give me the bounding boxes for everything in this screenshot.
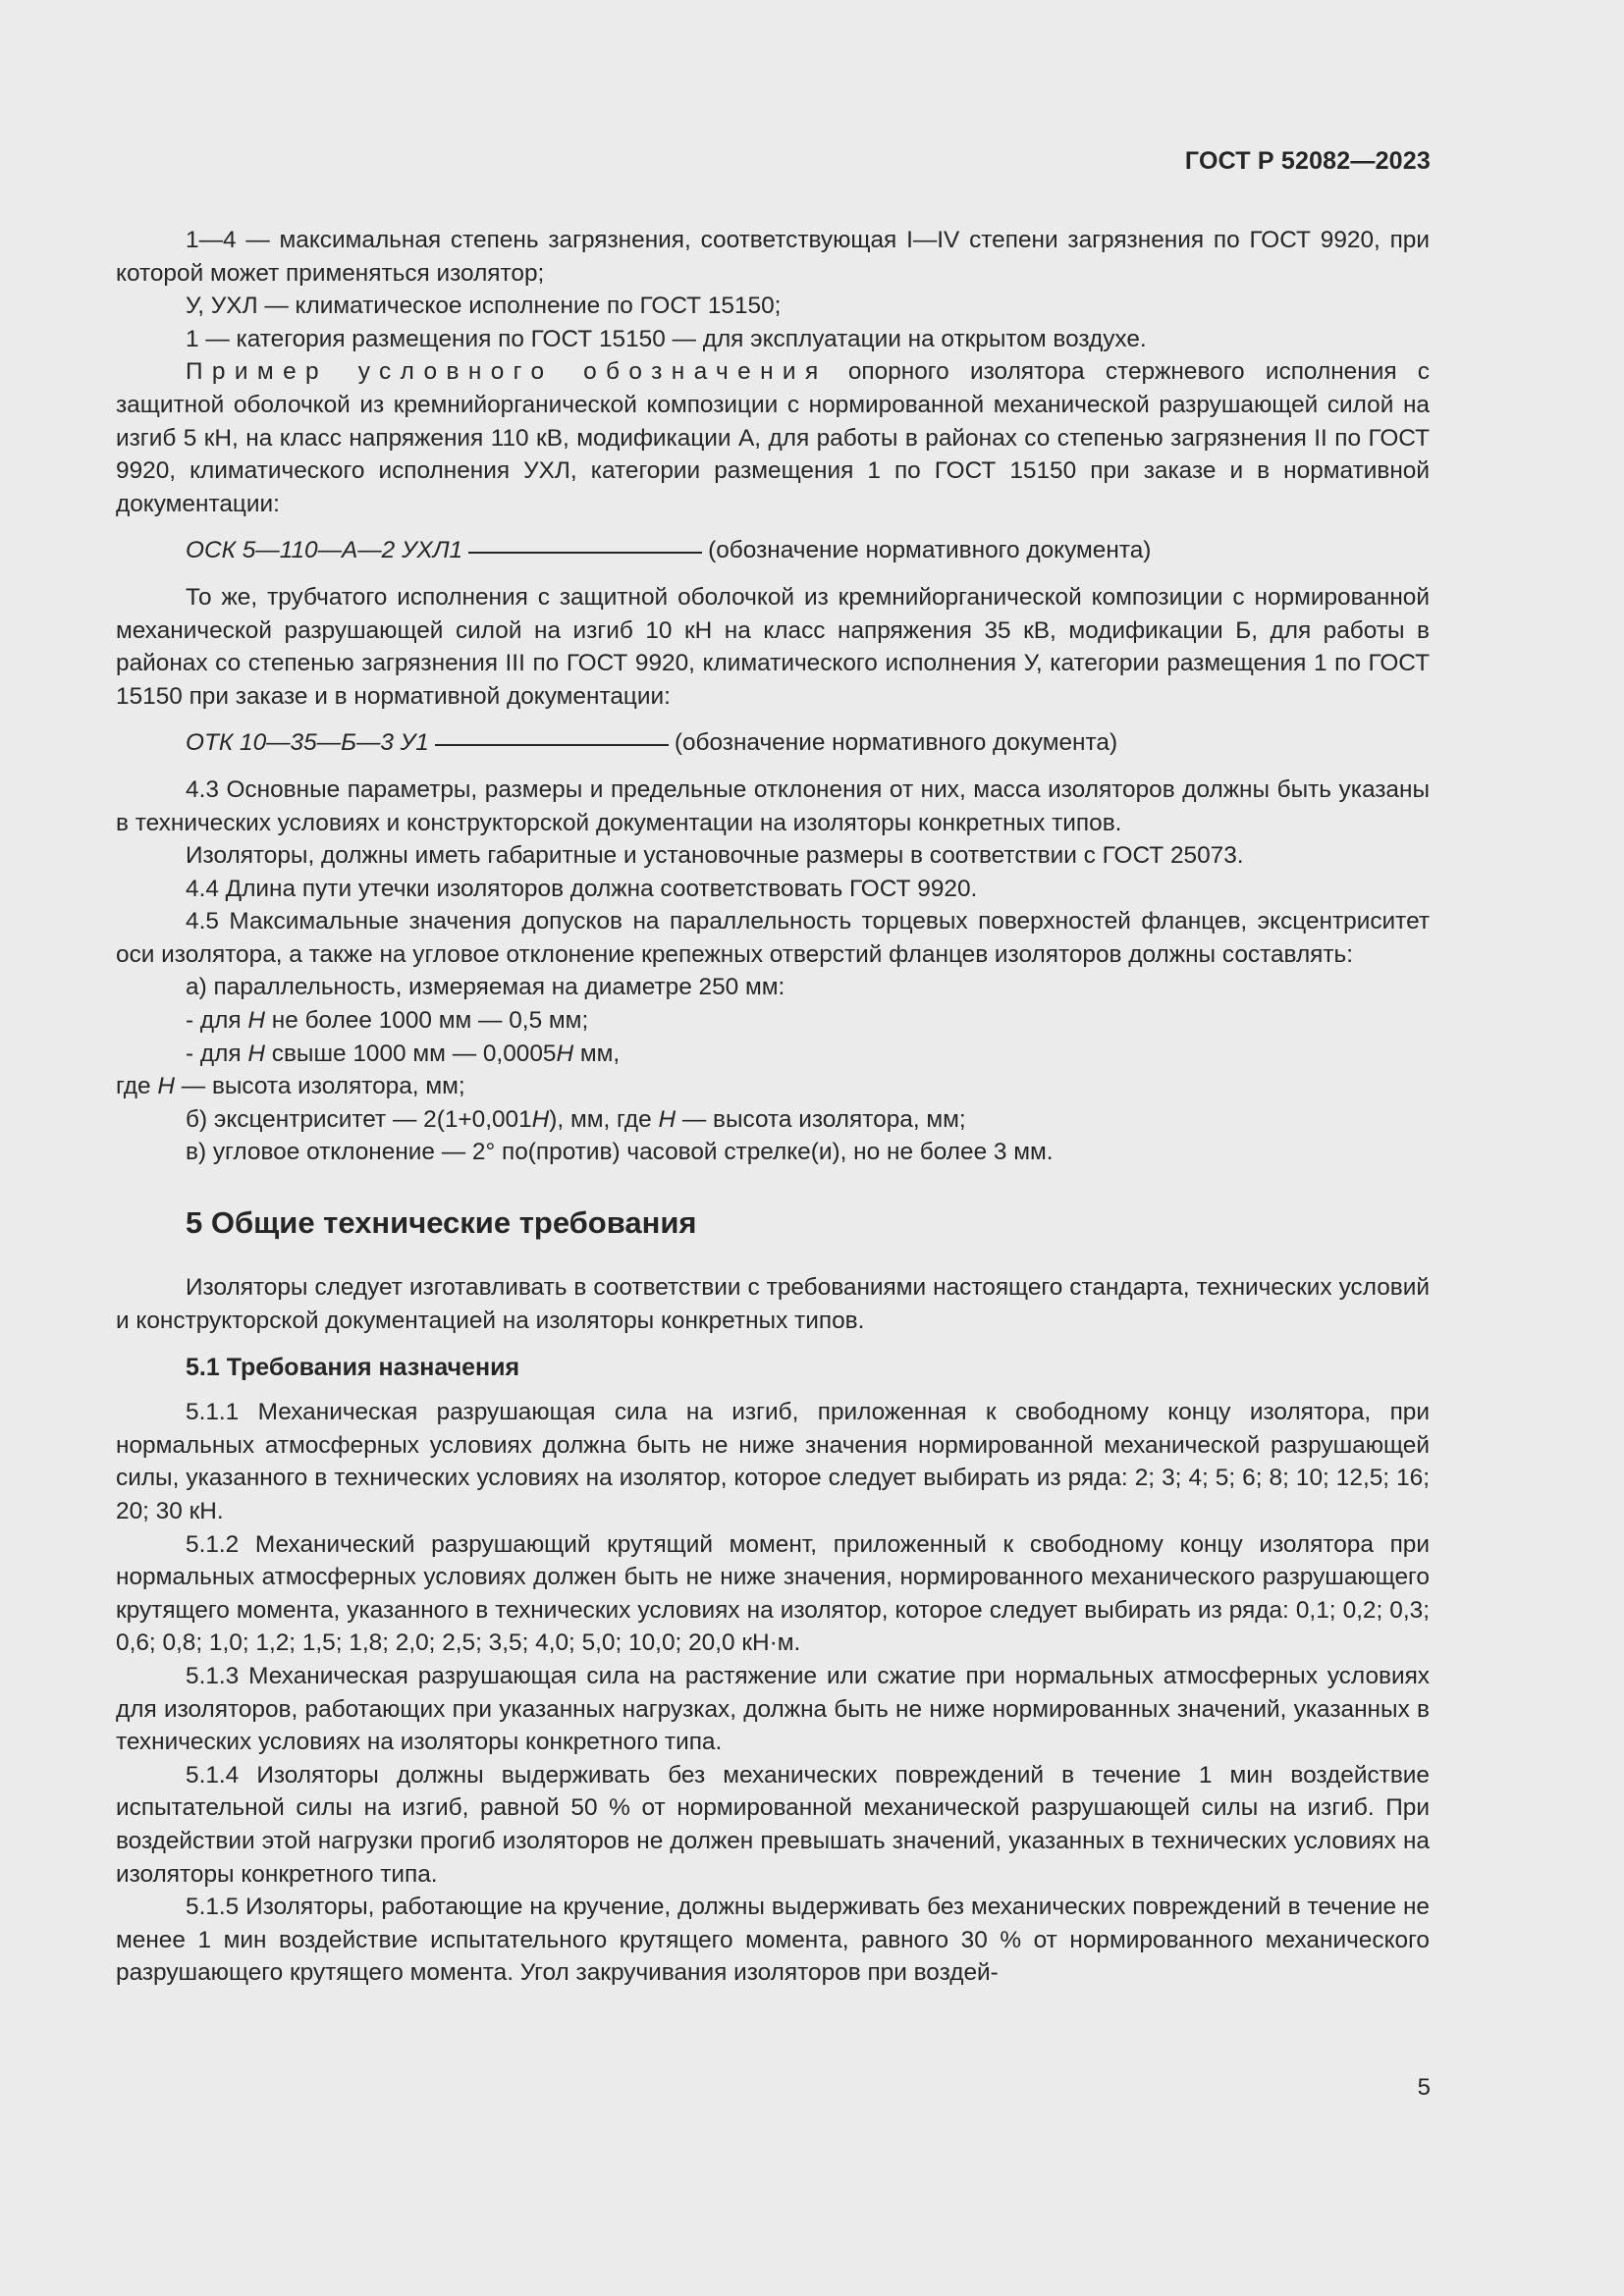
variable: Н — [556, 1040, 574, 1067]
paragraph: 5.1.2 Механический разрушающий крутящий момент, приложенный к свободному концу изолятора при нормальных атмосферных условиях должен быть не ниже значения, нормированного механического разрушающего крутящего момента, указанного в технических условиях на изолятор, которое следует выбирать из ряда: 0,1; 0,2; 0,3; 0,6; 0,8; 1,0; 1,2; 1,5; 1,8; 2,0; 2,5; 3,5; 4,0; 5,0; 10,0; 20,0 кН·м. — [116, 1530, 1430, 1657]
list-item: а) параллельность, измеряемая на диаметре 250 мм: — [186, 974, 785, 1001]
paragraph: 1 — категория размещения по ГОСТ 15150 — для эксплуатации на открытом воздухе. — [186, 325, 1147, 352]
blank-line — [468, 552, 702, 554]
text: ), мм, где — [549, 1105, 659, 1133]
paragraph-text: опорного изолятора стержневого исполнения с защитной оболочкой из кремнийорганической композиции с нормированной механической разрушающей силой на изгиб 5 кН, на класс напряжения 110 кВ, модификации А, для работы в районах со степенью загрязнения II по ГОСТ 9920, климатического исполнения УХЛ, категории размещения 1 по ГОСТ 15150 при заказе и в нормативной документации: — [116, 358, 1431, 517]
paragraph: 1—4 — максимальная степень загрязнения, соответствующая I—IV степени загрязнения по ГОСТ 9920, при которой может применяться изолятор; — [116, 227, 1430, 287]
paragraph: 4.3 Основные параметры, размеры и предельные отклонения от них, масса изоляторов должны быть указаны в технических условиях и конструкторской документации на изоляторы конкретных типов. — [116, 775, 1430, 836]
document-header: ГОСТ Р 52082—2023 — [1184, 147, 1431, 175]
variable: Н — [157, 1073, 175, 1100]
list-item — [116, 1038, 1430, 1071]
definition-line — [116, 1070, 1430, 1103]
text: свыше 1000 мм — 0,0005 — [264, 1040, 557, 1067]
page-number: 5 — [1417, 2074, 1431, 2101]
designation-code: ОТК 10—35—Б—3 У1 — [186, 729, 429, 757]
designation-example — [116, 726, 1430, 760]
paragraph: 5.1.4 Изоляторы должны выдерживать без механических повреждений в течение 1 мин воздействие испытательной силы на изгиб, равной 50 % от нормированной механической разрушающей силы на изгиб. При воздействии этой нагрузки прогиб изоляторов не должен превышать значений, указанных в технических условиях на изоляторы конкретного типа. — [116, 1761, 1430, 1888]
section-heading: 5 Общие технические требования — [186, 1205, 697, 1241]
designation-example — [116, 534, 1430, 567]
variable: Н — [658, 1105, 677, 1133]
list-item: в) угловое отклонение — 2° по(против) часовой стрелке(и), но не более 3 мм. — [186, 1139, 1054, 1166]
paragraph: 4.5 Максимальные значения допусков на параллельность торцевых поверхностей фланцев, эксцентриситет оси изолятора, а также на угловое отклонение крепежных отверстий фланцев изоляторов должны составлять: — [116, 908, 1430, 968]
paragraph: То же, трубчатого исполнения с защитной оболочкой из кремнийорганической композиции с нормированной механической разрушающей силой на изгиб 10 кН на класс напряжения 35 кВ, модификации Б, для работы в районах со степенью загрязнения III по ГОСТ 9920, климатического исполнения У, категории размещения 1 по ГОСТ 15150 при заказе и в нормативной документации: — [116, 583, 1430, 710]
text: не более 1000 мм — 0,5 мм; — [264, 1007, 589, 1035]
variable: Н — [531, 1105, 550, 1133]
list-item — [116, 1103, 1430, 1137]
designation-code: ОСК 5—110—А—2 УХЛ1 — [186, 537, 463, 564]
paragraph: 5.1.1 Механическая разрушающая сила на изгиб, приложенная к свободному концу изолятора, при нормальных атмосферных условиях должна быть не ниже значения нормированной механической разрушающей силы, указанного в технических условиях на изолятор, которое следует выбирать из ряда: 2; 3; 4; 5; 6; 8; 10; 12,5; 16; 20; 30 кН. — [116, 1399, 1430, 1524]
paragraph: 4.4 Длина пути утечки изоляторов должна соответствовать ГОСТ 9920. — [186, 875, 978, 902]
text: мм, — [573, 1040, 621, 1067]
subsection-heading: 5.1 Требования назначения — [186, 1354, 520, 1382]
text: — высота изолятора, мм; — [175, 1073, 465, 1100]
variable: Н — [247, 1040, 265, 1067]
paragraph: Изоляторы, должны иметь габаритные и установочные размеры в соответствии с ГОСТ 25073. — [186, 842, 1244, 870]
list-item — [116, 1004, 1430, 1038]
paragraph: 5.1.5 Изоляторы, работающие на кручение, должны выдерживать без механических повреждений в течение не менее 1 мин воздействие испытательного крутящего момента, равного 30 % от нормированного механического разрушающего крутящего момента. Угол закручивания изоляторов при воздей- — [116, 1894, 1430, 1987]
blank-line — [435, 744, 669, 746]
spaced-lead: Пример условного обозначения — [186, 358, 828, 386]
text: - для — [186, 1007, 248, 1035]
text: - для — [186, 1040, 248, 1067]
paragraph: У, УХЛ — климатическое исполнение по ГОСТ 15150; — [186, 293, 782, 320]
paragraph: Изоляторы следует изготавливать в соответствии с требованиями настоящего стандарта, технических условий и конструкторской документацией на изоляторы конкретных типов. — [116, 1274, 1430, 1334]
designation-tail: (обозначение нормативного документа) — [674, 729, 1118, 757]
variable: Н — [247, 1007, 265, 1035]
text: — высота изолятора, мм; — [676, 1105, 966, 1133]
document-body — [116, 224, 1430, 1990]
paragraph: 5.1.3 Механическая разрушающая сила на растяжение или сжатие при нормальных атмосферных условиях для изоляторов, работающих при указанных нагрузках, должна быть не ниже нормированных значений, указанных в технических условиях на изоляторы конкретного типа. — [116, 1662, 1430, 1756]
text: где — [116, 1073, 158, 1100]
text: б) эксцентриситет — 2(1+0,001 — [186, 1105, 532, 1133]
designation-tail: (обозначение нормативного документа) — [708, 537, 1152, 564]
paragraph-example-intro — [116, 355, 1430, 520]
